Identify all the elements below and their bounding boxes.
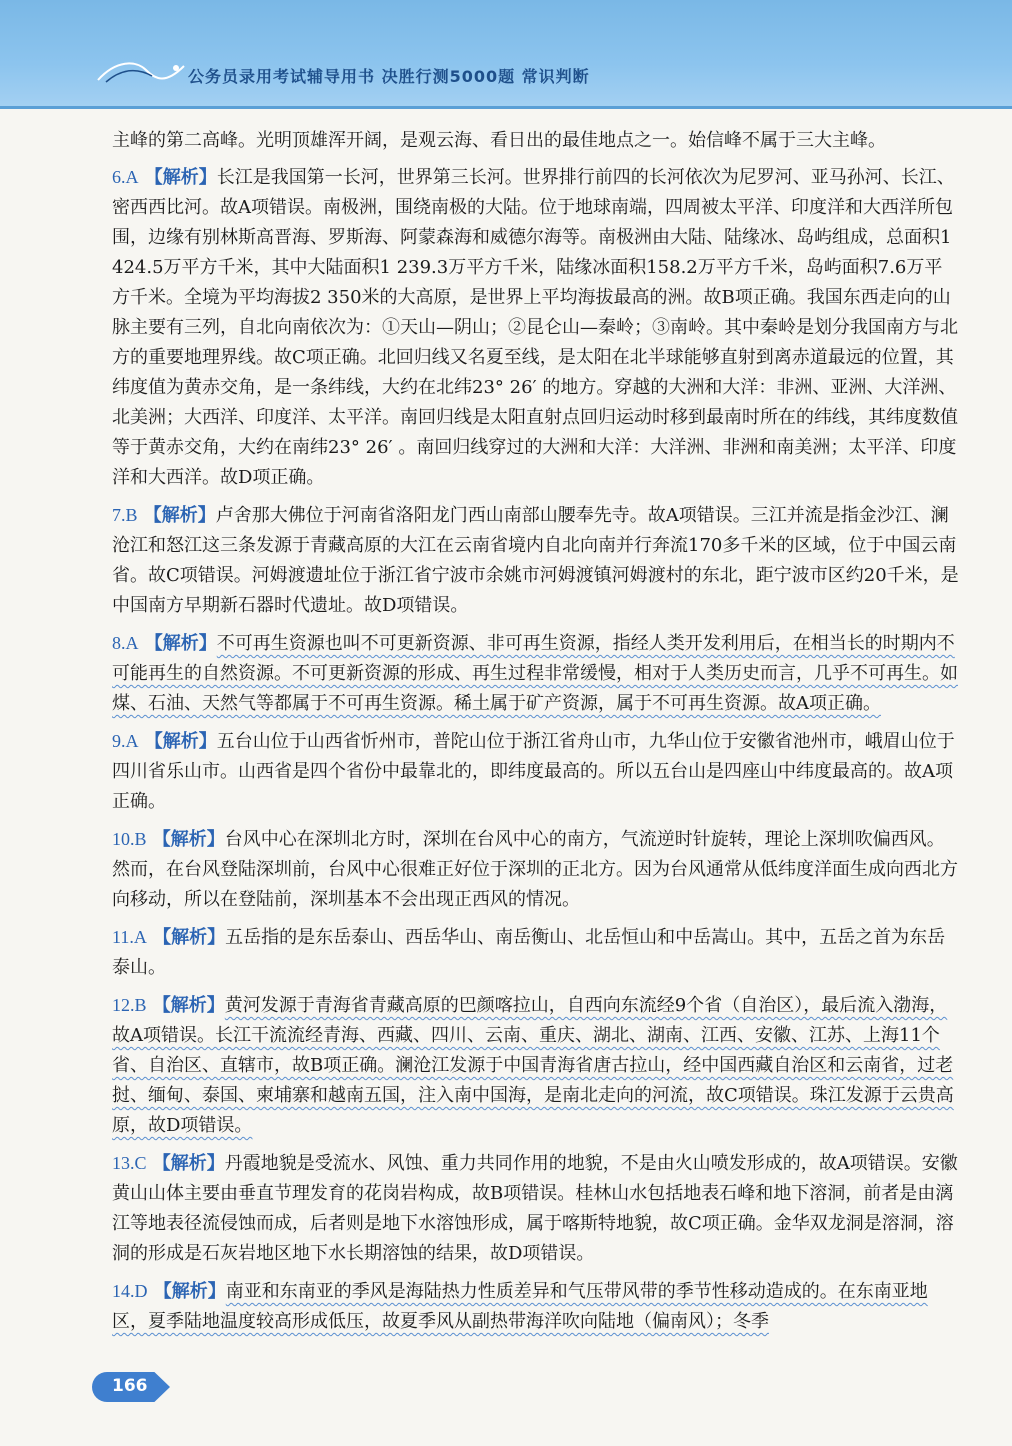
answer-entry	[92, 1148, 960, 1269]
answer-entry	[92, 1276, 960, 1337]
analysis-tag: 【解析】	[137, 505, 216, 526]
analysis-text: 不可再生资源也叫不可更新资源、非可再生资源，指经人类开发利用后，在相当长的时期内不可能再生的自然资源。不可更新资源的形成、再生过程非常缓慢，相对于人类历史而言，几乎不可再生。如煤、石油、天然气等都属于不可再生资源。稀土属于矿产资源，属于不可再生资源。故A项正确。	[112, 633, 958, 714]
answer-number: 14.D	[112, 1281, 148, 1301]
analysis-tag: 【解析】	[138, 167, 217, 188]
analysis-text: 卢舍那大佛位于河南省洛阳龙门西山南部山腰奉先寺。故A项错误。三江并流是指金沙江、澜沧江和怒江这三条发源于青藏高原的大江在云南省境内自北向南并行奔流170多千米的区域，位于中国云南省。故C项错误。河姆渡遗址位于浙江省宁波市余姚市河姆渡镇河姆渡村的东北，距宁波市区约20千米，是中国南方早期新石器时代遗址。故D项错误。	[112, 505, 959, 616]
answer-entry	[92, 628, 960, 719]
analysis-text: 五岳指的是东岳泰山、西岳华山、南岳衡山、北岳恒山和中岳嵩山。其中，五岳之首为东岳泰山。	[112, 927, 946, 978]
answer-list	[92, 162, 960, 1337]
analysis-tag: 【解析】	[138, 633, 217, 654]
answer-entry	[92, 824, 960, 915]
book-title: 公务员录用考试辅导用书 决胜行测5000题 常识判断	[188, 67, 590, 86]
answer-entry	[92, 726, 960, 817]
answer-entry	[92, 922, 960, 983]
page-header	[0, 0, 1012, 109]
analysis-tag: 【解析】	[147, 1281, 226, 1302]
answer-number: 9.A	[112, 731, 139, 751]
intro-paragraph: 主峰的第二高峰。光明顶雄浑开阔，是观云海、看日出的最佳地点之一。始信峰不属于三大主峰。	[112, 130, 886, 151]
analysis-text: 黄河发源于青海省青藏高原的巴颜喀拉山，自西向东流经9个省（自治区），最后流入渤海，故A项错误。长江干流流经青海、西藏、四川、云南、重庆、湖北、湖南、江西、安徽、江苏、上海11个省、自治区、直辖市，故B项正确。澜沧江发源于中国青海省唐古拉山，经中国西藏自治区和云南省，过老挝、缅甸、泰国、柬埔寨和越南五国，注入南中国海，是南北走向的河流，故C项错误。珠江发源于云贵高原，故D项错误。	[112, 995, 954, 1136]
analysis-text: 五台山位于山西省忻州市，普陀山位于浙江省舟山市，九华山位于安徽省池州市，峨眉山位于四川省乐山市。山西省是四个省份中最靠北的，即纬度最高的。所以五台山是四座山中纬度最高的。故A项正确。	[112, 731, 955, 812]
answer-number: 7.B	[112, 505, 138, 525]
analysis-tag: 【解析】	[138, 731, 217, 752]
analysis-text: 丹霞地貌是受流水、风蚀、重力共同作用的地貌，不是由火山喷发形成的，故A项错误。安徽黄山山体主要由垂直节理发育的花岗岩构成，故B项错误。桂林山水包括地表石峰和地下溶洞，前者是由漓江等地表径流侵蚀而成，后者则是地下水溶蚀形成，属于喀斯特地貌，故C项正确。金华双龙洞是溶洞，溶洞的形成是石灰岩地区地下水长期溶蚀的结果，故D项错误。	[112, 1153, 958, 1264]
analysis-tag: 【解析】	[146, 1153, 225, 1174]
answer-number: 10.B	[112, 829, 147, 849]
analysis-tag: 【解析】	[146, 995, 225, 1016]
answer-number: 6.A	[112, 167, 139, 187]
answer-entry	[92, 162, 960, 493]
answer-entry	[92, 500, 960, 621]
answer-number: 13.C	[112, 1153, 147, 1173]
answer-number: 8.A	[112, 633, 139, 653]
swirl-logo-icon	[96, 56, 186, 88]
analysis-tag: 【解析】	[146, 927, 226, 948]
page-number: 166	[112, 1376, 148, 1396]
answer-content	[92, 126, 960, 1344]
analysis-text: 长江是我国第一长河，世界第三长河。世界排行前四的长河依次为尼罗河、亚马孙河、长江、密西西比河。故A项错误。南极洲，围绕南极的大陆。位于地球南端，四周被太平洋、印度洋和大西洋所包围，边缘有别林斯高晋海、罗斯海、阿蒙森海和威德尔海等。南极洲由大陆、陆缘冰、岛屿组成，总面积1 424.5万平方千米，其中大陆面积1 239.3万平方千米，陆缘冰面积158.2万平方千米，岛屿面积7.6万平方千米。全境为平均海拔2 350米的大高原，是世界上平均海拔最高的洲。故B项正确。我国东西走向的山脉主要有三列，自北向南依次为：①天山—阴山；②昆仑山—秦岭；③南岭。其中秦岭是划分我国南方与北方的重要地理界线。故C项正确。北回归线又名夏至线，是太阳在北半球能够直射到离赤道最远的位置，其纬度值为黄赤交角，是一条纬线，大约在北纬23° 26′ 的地方。穿越的大洲和大洋：非洲、亚洲、大洋洲、北美洲；大西洋、印度洋、太平洋。南回归线是太阳直射点回归运动时移到最南时所在的纬线，其纬度数值等于黄赤交角，大约在南纬23° 26′ 。南回归线穿过的大洲和大洋：大洋洲、非洲和南美洲；太平洋、印度洋和大西洋。故D项正确。	[112, 167, 958, 488]
analysis-tag: 【解析】	[146, 829, 225, 850]
analysis-text: 南亚和东南亚的季风是海陆热力性质差异和气压带风带的季节性移动造成的。在东南亚地区，夏季陆地温度较高形成低压，故夏季风从副热带海洋吹向陆地（偏南风）；冬季	[112, 1281, 928, 1332]
answer-number: 11.A	[112, 927, 147, 947]
analysis-text: 台风中心在深圳北方时，深圳在台风中心的南方，气流逆时针旋转，理论上深圳吹偏西风。然而，在台风登陆深圳前，台风中心很难正好位于深圳的正北方。因为台风通常从低纬度洋面生成向西北方向移动，所以在登陆前，深圳基本不会出现正西风的情况。	[112, 829, 958, 910]
answer-number: 12.B	[112, 995, 147, 1015]
answer-entry	[92, 990, 960, 1141]
